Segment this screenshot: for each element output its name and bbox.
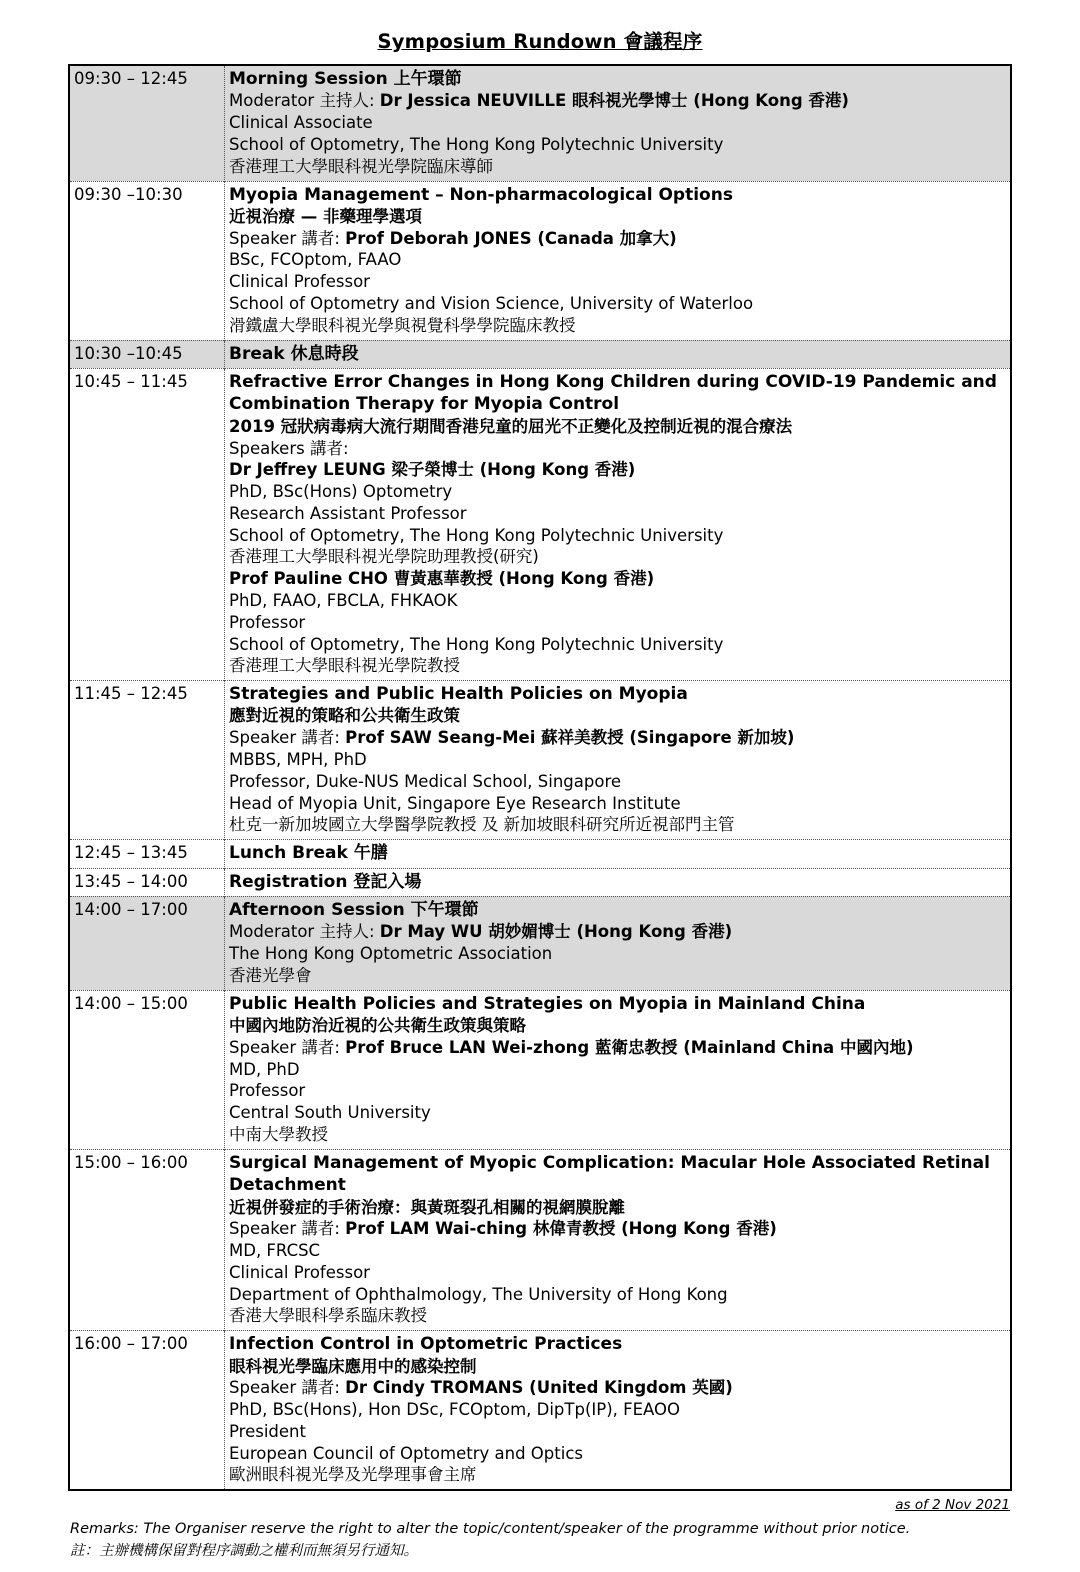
remarks-english: Remarks: The Organiser reserve the right to alter the topic/content/speaker of the programme without prior notice. [70, 1521, 911, 1538]
session-line: Clinical Associate [229, 113, 373, 133]
session-line: 杜克一新加坡國立大學醫學院教授 及 新加坡眼科研究所近視部門主管 [229, 815, 735, 835]
session-details [225, 868, 1012, 896]
session-time: 13:45 – 14:00 [69, 868, 225, 896]
table-row [69, 65, 1011, 181]
session-time: 09:30 –10:30 [69, 181, 225, 340]
session-line: Moderator 主持人: Dr May WU 胡妙媚博士 (Hong Kong 香港) [229, 922, 733, 942]
session-line: Prof Pauline CHO 曹黃惠華教授 (Hong Kong 香港) [229, 569, 655, 589]
session-line: PhD, FAAO, FBCLA, FHKAOK [229, 590, 458, 610]
remarks-chinese: 註：主辦機構保留對程序調動之權利而無須另行通知。 [70, 1543, 418, 1560]
session-details [225, 340, 1012, 368]
session-line: Professor [229, 612, 306, 632]
session-line: 香港光學會 [229, 965, 312, 985]
session-line: Clinical Professor [229, 272, 370, 292]
session-title: Registration 登記入場 [229, 871, 422, 892]
session-title: Afternoon Session 下午環節 [229, 899, 479, 920]
session-line: Speaker 講者: Prof SAW Seang-Mei 蘇祥美教授 (Singapore 新加坡) [229, 728, 795, 748]
session-line: 中南大學教授 [229, 1124, 328, 1144]
session-line: 中國內地防治近視的公共衛生政策與策略 [229, 1016, 526, 1036]
as-of-date: as of 2 Nov 2021 [895, 1497, 1010, 1514]
rundown-table-body [69, 65, 1011, 1490]
table-row [69, 368, 1011, 680]
table-row [69, 681, 1011, 840]
session-line: The Hong Kong Optometric Association [229, 944, 553, 964]
session-line: 滑鐵盧大學眼科視光學與視覺科學學院臨床教授 [229, 315, 576, 335]
session-title: Lunch Break 午膳 [229, 843, 388, 864]
session-details [225, 681, 1012, 840]
table-row [69, 896, 1011, 990]
session-details [225, 1331, 1012, 1491]
session-line: 應對近視的策略和公共衛生政策 [229, 706, 460, 726]
session-line: Central South University [229, 1103, 431, 1123]
session-line: Research Assistant Professor [229, 503, 467, 523]
session-line: MD, PhD [229, 1059, 300, 1079]
session-time: 14:00 – 15:00 [69, 990, 225, 1149]
session-time: 15:00 – 16:00 [69, 1149, 225, 1330]
table-row [69, 181, 1011, 340]
session-line: School of Optometry and Vision Science, University of Waterloo [229, 294, 754, 313]
rundown-table [68, 64, 1012, 1491]
session-time: 10:45 – 11:45 [69, 368, 225, 680]
table-row [69, 340, 1011, 368]
session-line: Dr Jeffrey LEUNG 梁子榮博士 (Hong Kong 香港) [229, 460, 636, 480]
session-line: President [229, 1421, 306, 1441]
table-row [69, 1149, 1011, 1330]
session-title: Refractive Error Changes in Hong Kong Children during COVID-19 Pandemic and Combination Therapy for Myopia Control [229, 371, 997, 415]
session-line: PhD, BSc(Hons), Hon DSc, FCOptom, DipTp(IP), FEAOO [229, 1400, 681, 1420]
session-details [225, 181, 1012, 340]
session-title: Public Health Policies and Strategies on Myopia in Mainland China [229, 993, 866, 1014]
session-details [225, 990, 1012, 1149]
session-line: Moderator 主持人: Dr Jessica NEUVILLE 眼科視光學博士 (Hong Kong 香港) [229, 91, 849, 111]
session-line: 近視併發症的手術治療：與黃斑裂孔相關的視網膜脫離 [229, 1197, 625, 1217]
session-line: 2019 冠狀病毒病大流行期間香港兒童的屈光不正變化及控制近視的混合療法 [229, 416, 793, 436]
session-line: Speaker 講者: Prof LAM Wai-ching 林偉青教授 (Hong Kong 香港) [229, 1219, 777, 1239]
session-line: 香港理工大學眼科視光學院臨床導師 [229, 156, 493, 176]
document-footer [68, 1497, 1012, 1562]
session-line: 近視治療 — 非藥理學選項 [229, 206, 422, 226]
session-line: School of Optometry, The Hong Kong Polytechnic University [229, 525, 724, 545]
session-title: Myopia Management – Non-pharmacological Options [229, 184, 733, 205]
table-row [69, 1331, 1011, 1491]
session-title: Strategies and Public Health Policies on Myopia [229, 684, 688, 705]
session-line: Professor, Duke-NUS Medical School, Singapore [229, 771, 622, 791]
session-line: 香港理工大學眼科視光學院教授 [229, 656, 460, 676]
session-title: Surgical Management of Myopic Complication: Macular Hole Associated Retinal Detachment [229, 1152, 990, 1196]
session-details [225, 896, 1012, 990]
session-details [225, 368, 1012, 680]
session-details [225, 65, 1012, 181]
session-title: Break 休息時段 [229, 343, 359, 364]
table-row [69, 990, 1011, 1149]
session-line: 香港理工大學眼科視光學院助理教授(研究) [229, 547, 539, 567]
session-line: European Council of Optometry and Optics [229, 1443, 583, 1463]
session-details [225, 840, 1012, 868]
session-line: School of Optometry, The Hong Kong Polytechnic University [229, 134, 724, 154]
session-time: 16:00 – 17:00 [69, 1331, 225, 1491]
session-line: 眼科視光學臨床應用中的感染控制 [229, 1356, 477, 1376]
session-time: 09:30 – 12:45 [69, 65, 225, 181]
session-line: Speaker 講者: Prof Bruce LAN Wei-zhong 藍衛忠教授 (Mainland China 中國內地) [229, 1037, 914, 1057]
session-time: 14:00 – 17:00 [69, 896, 225, 990]
session-line: MD, FRCSC [229, 1241, 321, 1261]
session-line: PhD, BSc(Hons) Optometry [229, 482, 453, 502]
session-line: BSc, FCOptom, FAAO [229, 250, 402, 270]
session-title: Infection Control in Optometric Practices [229, 1334, 623, 1355]
session-line: 香港大學眼科學系臨床教授 [229, 1306, 427, 1326]
session-time: 10:30 –10:45 [69, 340, 225, 368]
session-line: MBBS, MPH, PhD [229, 750, 367, 769]
session-time: 12:45 – 13:45 [69, 840, 225, 868]
session-time: 11:45 – 12:45 [69, 681, 225, 840]
session-line: Clinical Professor [229, 1262, 370, 1282]
session-line: Department of Ophthalmology, The University of Hong Kong [229, 1284, 728, 1304]
session-details [225, 1149, 1012, 1330]
session-line: Speaker 講者: Prof Deborah JONES (Canada 加拿大) [229, 228, 677, 248]
session-line: Speakers 講者: [229, 438, 349, 458]
session-line: Head of Myopia Unit, Singapore Eye Research Institute [229, 793, 681, 813]
table-row [69, 868, 1011, 896]
session-line: 歐洲眼科視光學及光學理事會主席 [229, 1465, 477, 1485]
session-title: Morning Session 上午環節 [229, 69, 462, 89]
session-line: School of Optometry, The Hong Kong Polytechnic University [229, 634, 724, 654]
page-title: Symposium Rundown 會議程序 [377, 30, 703, 53]
session-line: Professor [229, 1081, 306, 1101]
session-line: Speaker 講者: Dr Cindy TROMANS (United Kingdom 英國) [229, 1378, 733, 1398]
table-row [69, 840, 1011, 868]
